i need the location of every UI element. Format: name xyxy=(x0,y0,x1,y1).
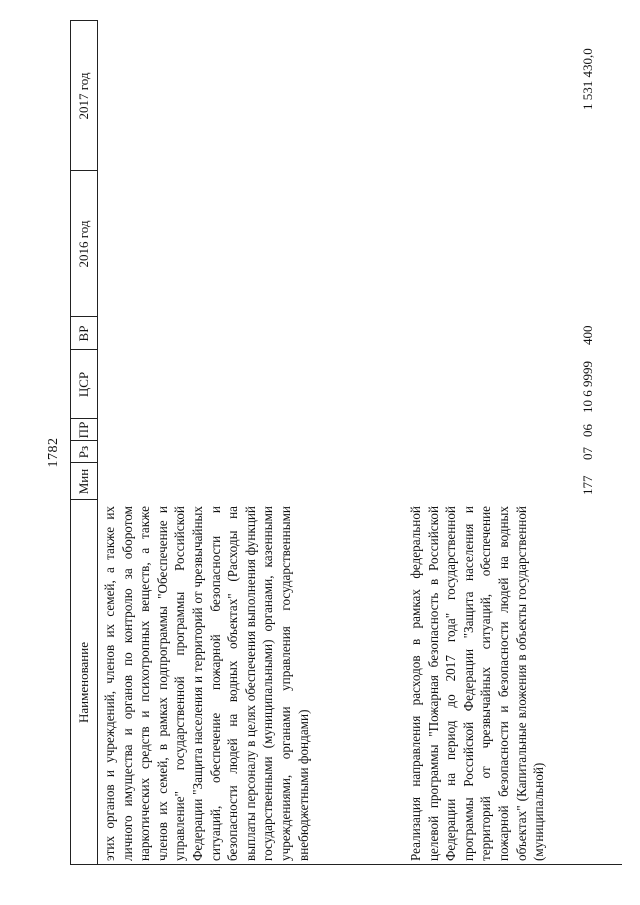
header-bottom-rule xyxy=(97,20,98,865)
header-name: Наименование xyxy=(75,642,91,723)
header-vr: ВР xyxy=(75,325,91,342)
header-2016: 2016 год xyxy=(75,220,91,268)
header-min: Мин xyxy=(75,468,91,495)
row-1-description: этих органов и учреждений, членов их семей, а также их личного имущества и органов по контролю за оборотом наркотических средств и психотропных веществ, а также членов их семей, в рамках подпрограммы "Обеспечение и управление" государственной программы Российской Федерации "Защита населения и территорий от чрезвычайных ситуаций, обеспечение пожарной безопасности и безопасности людей на водных объектах" (Расходы на выплаты персоналу в целях обеспечения выполнения функций государственными (муниципальными) органами, казенными учреждениями, органами управления государственными внебюджетными фондами) xyxy=(102,506,311,861)
table-left-rule xyxy=(70,864,622,865)
header-csr: ЦСР xyxy=(75,371,91,398)
page-number: 1782 xyxy=(46,437,61,468)
row-2-csr: 10 6 9999 xyxy=(580,361,595,413)
row-2-min: 177 xyxy=(580,475,595,495)
row-2-description: Реализация направления расходов в рамках федеральной целевой программы "Пожарная безопасность в Российской Федерации на период до 2017 года" государственной программы Российской Федерации "Защита населения и территорий от чрезвычайных ситуаций, обеспечение пожарной безопасности и безопасности людей на водных объектах" (Капитальные вложения в объекты государственной (муниципальной) xyxy=(408,506,547,861)
row-2-vr: 400 xyxy=(580,325,595,345)
row-2-2017: 1 531 430,0 xyxy=(580,48,595,110)
header-pr: ПР xyxy=(75,421,91,439)
row-2-pr: 06 xyxy=(580,424,595,437)
row-2-rz: 07 xyxy=(580,447,595,460)
header-rz: Рз xyxy=(75,445,91,459)
header-2017: 2017 год xyxy=(75,72,91,120)
